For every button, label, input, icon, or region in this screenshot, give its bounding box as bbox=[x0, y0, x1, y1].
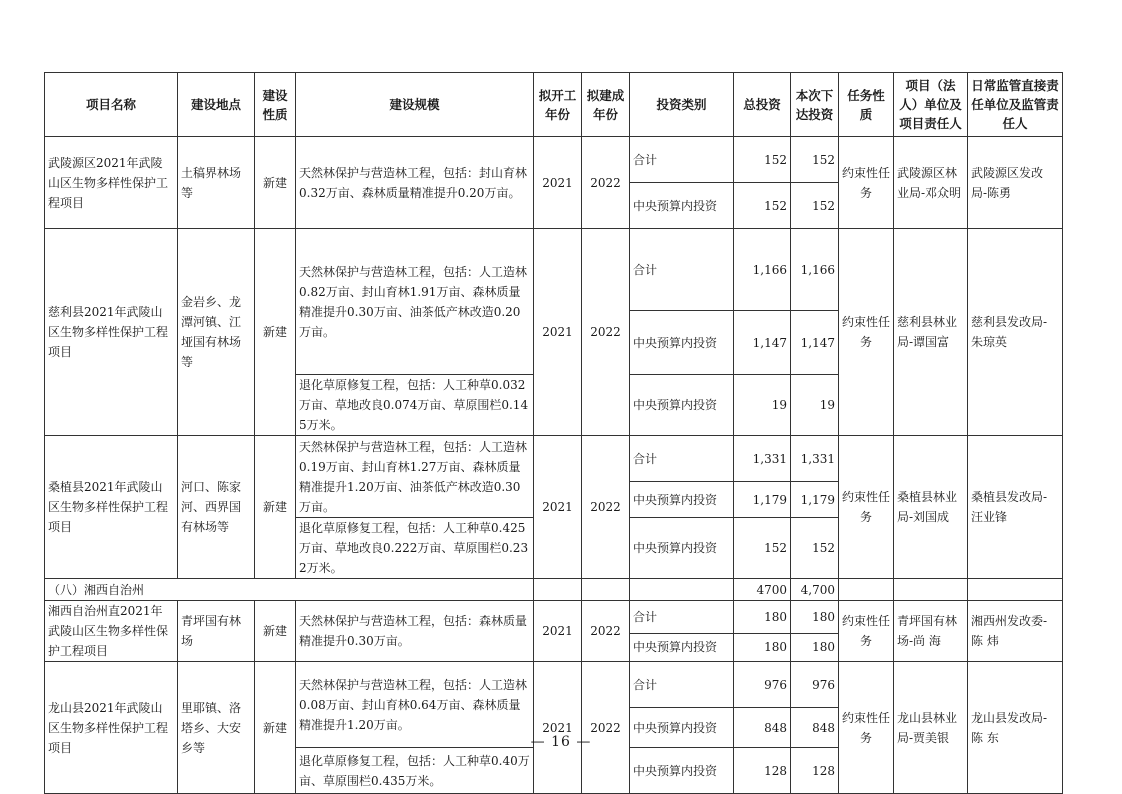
header-start-year: 拟开工年份 bbox=[534, 73, 582, 137]
start-year: 2021 bbox=[534, 137, 582, 229]
project-supervisor: 桑植县发改局-汪业锋 bbox=[968, 436, 1063, 579]
project-nature: 新建 bbox=[255, 137, 296, 229]
total-investment: 848 bbox=[734, 708, 791, 748]
header-task-nature: 任务性质 bbox=[839, 73, 894, 137]
project-unit: 桑植县林业局-刘国成 bbox=[894, 436, 968, 579]
project-supervisor: 湘西州发改委-陈 炜 bbox=[968, 601, 1063, 662]
investment-type: 合计 bbox=[630, 137, 734, 183]
project-unit: 武陵源区林业局-邓众明 bbox=[894, 137, 968, 229]
project-nature: 新建 bbox=[255, 662, 296, 794]
total-investment: 1,166 bbox=[734, 229, 791, 311]
project-name: 武陵源区2021年武陵山区生物多样性保护工程项目 bbox=[45, 137, 178, 229]
this-investment: 1,331 bbox=[791, 436, 839, 482]
project-location: 金岩乡、龙潭河镇、江垭国有林场等 bbox=[178, 229, 255, 436]
end-year: 2022 bbox=[582, 229, 630, 436]
table-row bbox=[45, 137, 1063, 183]
investment-type: 合计 bbox=[630, 662, 734, 708]
investment-type: 中央预算内投资 bbox=[630, 748, 734, 794]
total-investment: 128 bbox=[734, 748, 791, 794]
investment-type: 中央预算内投资 bbox=[630, 311, 734, 375]
project-supervisor: 慈利县发改局-朱琼英 bbox=[968, 229, 1063, 436]
total-investment: 1,331 bbox=[734, 436, 791, 482]
header-unit: 项目（法人）单位及项目责任人 bbox=[894, 73, 968, 137]
total-investment: 19 bbox=[734, 375, 791, 436]
project-unit: 龙山县林业局-贾美银 bbox=[894, 662, 968, 794]
investment-type: 合计 bbox=[630, 436, 734, 482]
investment-type: 合计 bbox=[630, 229, 734, 311]
total-investment: 180 bbox=[734, 601, 791, 634]
task-nature: 约束性任务 bbox=[839, 229, 894, 436]
investment-type: 中央预算内投资 bbox=[630, 183, 734, 229]
this-investment: 1,166 bbox=[791, 229, 839, 311]
total-investment: 152 bbox=[734, 137, 791, 183]
table-row bbox=[45, 601, 1063, 634]
project-nature: 新建 bbox=[255, 601, 296, 662]
end-year: 2022 bbox=[582, 137, 630, 229]
project-scale: 天然林保护与营造林工程，包括：人工造林0.08万亩、封山育林0.64万亩、森林质量精准提升1.20万亩。 bbox=[296, 662, 534, 748]
this-investment: 128 bbox=[791, 748, 839, 794]
investment-type: 中央预算内投资 bbox=[630, 375, 734, 436]
header-name: 项目名称 bbox=[45, 73, 178, 137]
header-this-investment: 本次下达投资 bbox=[791, 73, 839, 137]
investment-type: 中央预算内投资 bbox=[630, 633, 734, 661]
project-unit: 慈利县林业局-谭国富 bbox=[894, 229, 968, 436]
project-name: 桑植县2021年武陵山区生物多样性保护工程项目 bbox=[45, 436, 178, 579]
investment-type: 中央预算内投资 bbox=[630, 482, 734, 518]
header-location: 建设地点 bbox=[178, 73, 255, 137]
start-year: 2021 bbox=[534, 601, 582, 662]
project-name: 湘西自治州直2021年武陵山区生物多样性保护工程项目 bbox=[45, 601, 178, 662]
table-row bbox=[45, 436, 1063, 482]
project-scale: 退化草原修复工程，包括：人工种草0.425万亩、草地改良0.222万亩、草原围栏0.232万米。 bbox=[296, 518, 534, 579]
total-investment: 180 bbox=[734, 633, 791, 661]
header-scale: 建设规模 bbox=[296, 73, 534, 137]
page-number: — 16 — bbox=[530, 734, 592, 750]
this-investment: 848 bbox=[791, 708, 839, 748]
header-nature: 建设性质 bbox=[255, 73, 296, 137]
project-supervisor: 龙山县发改局-陈 东 bbox=[968, 662, 1063, 794]
project-scale: 天然林保护与营造林工程，包括：森林质量精准提升0.30万亩。 bbox=[296, 601, 534, 662]
investment-type: 合计 bbox=[630, 601, 734, 634]
total-investment: 976 bbox=[734, 662, 791, 708]
project-name: 慈利县2021年武陵山区生物多样性保护工程项目 bbox=[45, 229, 178, 436]
project-location: 青坪国有林场 bbox=[178, 601, 255, 662]
project-name: 龙山县2021年武陵山区生物多样性保护工程项目 bbox=[45, 662, 178, 794]
header-end-year: 拟建成年份 bbox=[582, 73, 630, 137]
project-scale: 退化草原修复工程，包括：人工种草0.032万亩、草地改良0.074万亩、草原围栏0.145万米。 bbox=[296, 375, 534, 436]
table-row bbox=[45, 229, 1063, 311]
project-scale: 天然林保护与营造林工程，包括：人工造林0.19万亩、封山育林1.27万亩、森林质量精准提升1.20万亩、油茶低产林改造0.30万亩。 bbox=[296, 436, 534, 518]
this-investment: 19 bbox=[791, 375, 839, 436]
project-location: 河口、陈家河、西界国有林场等 bbox=[178, 436, 255, 579]
task-nature: 约束性任务 bbox=[839, 137, 894, 229]
this-investment: 152 bbox=[791, 183, 839, 229]
this-investment: 152 bbox=[791, 137, 839, 183]
project-nature: 新建 bbox=[255, 229, 296, 436]
project-supervisor: 武陵源区发改局-陈勇 bbox=[968, 137, 1063, 229]
task-nature: 约束性任务 bbox=[839, 601, 894, 662]
total-investment: 152 bbox=[734, 183, 791, 229]
header-supervisor: 日常监管直接责任单位及监管责任人 bbox=[968, 73, 1063, 137]
total-investment: 152 bbox=[734, 518, 791, 579]
this-investment: 976 bbox=[791, 662, 839, 708]
end-year: 2022 bbox=[582, 601, 630, 662]
investment-type: 中央预算内投资 bbox=[630, 518, 734, 579]
this-investment: 180 bbox=[791, 601, 839, 634]
project-location: 里耶镇、洛塔乡、大安乡等 bbox=[178, 662, 255, 794]
project-table bbox=[44, 72, 1063, 794]
project-scale: 天然林保护与营造林工程，包括：封山育林0.32万亩、森林质量精准提升0.20万亩。 bbox=[296, 137, 534, 229]
project-scale: 退化草原修复工程，包括：人工种草0.40万亩、草原围栏0.435万米。 bbox=[296, 748, 534, 794]
section-this: 4,700 bbox=[791, 579, 839, 601]
total-investment: 1,179 bbox=[734, 482, 791, 518]
project-nature: 新建 bbox=[255, 436, 296, 579]
section-row bbox=[45, 579, 1063, 601]
end-year: 2022 bbox=[582, 662, 630, 794]
project-unit: 青坪国有林场-尚 海 bbox=[894, 601, 968, 662]
start-year: 2021 bbox=[534, 662, 582, 794]
investment-type: 中央预算内投资 bbox=[630, 708, 734, 748]
table-row bbox=[45, 662, 1063, 708]
project-location: 土稿界林场等 bbox=[178, 137, 255, 229]
task-nature: 约束性任务 bbox=[839, 662, 894, 794]
section-total: 4700 bbox=[734, 579, 791, 601]
this-investment: 152 bbox=[791, 518, 839, 579]
total-investment: 1,147 bbox=[734, 311, 791, 375]
task-nature: 约束性任务 bbox=[839, 436, 894, 579]
header-row bbox=[45, 73, 1063, 137]
header-investment-type: 投资类别 bbox=[630, 73, 734, 137]
header-total-investment: 总投资 bbox=[734, 73, 791, 137]
this-investment: 1,179 bbox=[791, 482, 839, 518]
start-year: 2021 bbox=[534, 436, 582, 579]
start-year: 2021 bbox=[534, 229, 582, 436]
this-investment: 180 bbox=[791, 633, 839, 661]
this-investment: 1,147 bbox=[791, 311, 839, 375]
section-label: （八）湘西自治州 bbox=[45, 579, 534, 601]
project-scale: 天然林保护与营造林工程，包括：人工造林0.82万亩、封山育林1.91万亩、森林质量精准提升0.30万亩、油茶低产林改造0.20万亩。 bbox=[296, 229, 534, 375]
end-year: 2022 bbox=[582, 436, 630, 579]
